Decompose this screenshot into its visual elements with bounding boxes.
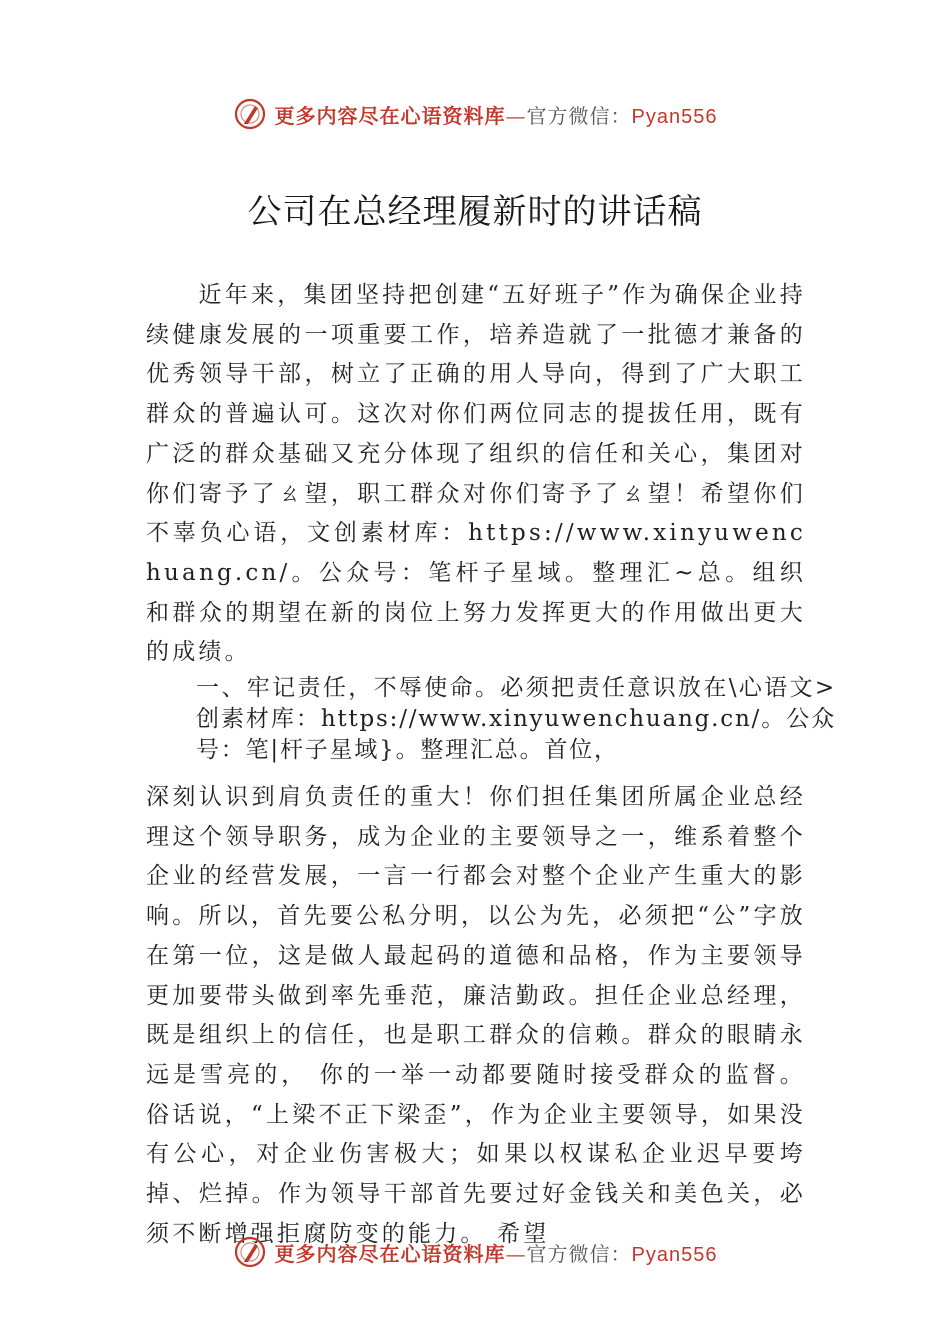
header-dash: — (505, 103, 527, 128)
document-title: 公司在总经理履新时的讲话稿 (247, 192, 703, 232)
header-account: Pyan556 (631, 105, 718, 128)
footer-banner (0, 1230, 950, 1274)
footer-library-text: 更多内容尽在心语资料库 (274, 1241, 506, 1266)
body-paragraph-1: 近年来，集团坚持把创建“五好班子”作为确保企业持续健康发展的一项重要工作，培养造就了一批德才兼备的优秀领导干部，树立了正确的用人导向，得到了广大职工群众的普遍认可。这次对你们两位同志的提拔任用，既有广泛的群众基础又充分体现了组织的信任和关心，集团对你们寄予了ㄠ望，职工群众对你们寄予了ㄠ望！希望你们不辜负心语，文创素材库：https://www.xinyuwenchuang.cn/。公众号：笔杆子星域。整理汇~总。组织和群众的期望在新的岗位上努力发挥更大的作用做出更大的成绩。 (146, 282, 806, 666)
header-banner-text (275, 100, 718, 129)
body-paragraph-3: 深刻认识到肩负责任的重大！你们担任集团所属企业总经理这个领导职务，成为企业的主要领导之一，维系着整个企业的经营发展，一言一行都会对整个企业产生重大的影响。所以，首先要公私分明，以公为先，必须把“公”字放在第一位，这是做人最起码的道德和品格，作为主要领导更加要带头做到率先垂范，廉洁勤政。担任企业总经理，既是组织上的信任，也是职工群众的信赖。群众的眼睛永远是雪亮的， 你的一举一动都要随时接受群众的监督。俗话说，“上梁不正下梁歪”，作为企业主要领导，如果没有公心，对企业伤害极大；如果以权谋私企业迟早要垮掉、烂掉。作为领导干部首先要过好金钱关和美色关，必须不断增强拒腐防变的能力。 希望 (146, 784, 806, 1247)
header-wechat-label: 官方微信： (526, 103, 632, 128)
footer-account: Pyan556 (631, 1243, 718, 1266)
footer-banner-text (275, 1238, 718, 1267)
header-banner (0, 92, 950, 136)
footer-dash: — (505, 1241, 527, 1266)
header-library-text: 更多内容尽在心语资料库 (274, 103, 506, 128)
footer-wechat-label: 官方微信： (526, 1241, 632, 1266)
pen-nib-logo-icon (233, 97, 267, 131)
pen-nib-logo-icon (233, 1235, 267, 1269)
body-paragraph-2: 一、牢记责任，不辱使命。必须把责任意识放在\心语文>创素材库：https://www.xinyuwenchuang.cn/。公众号：笔|杆子星域}。整理汇总。首位， (196, 675, 836, 763)
